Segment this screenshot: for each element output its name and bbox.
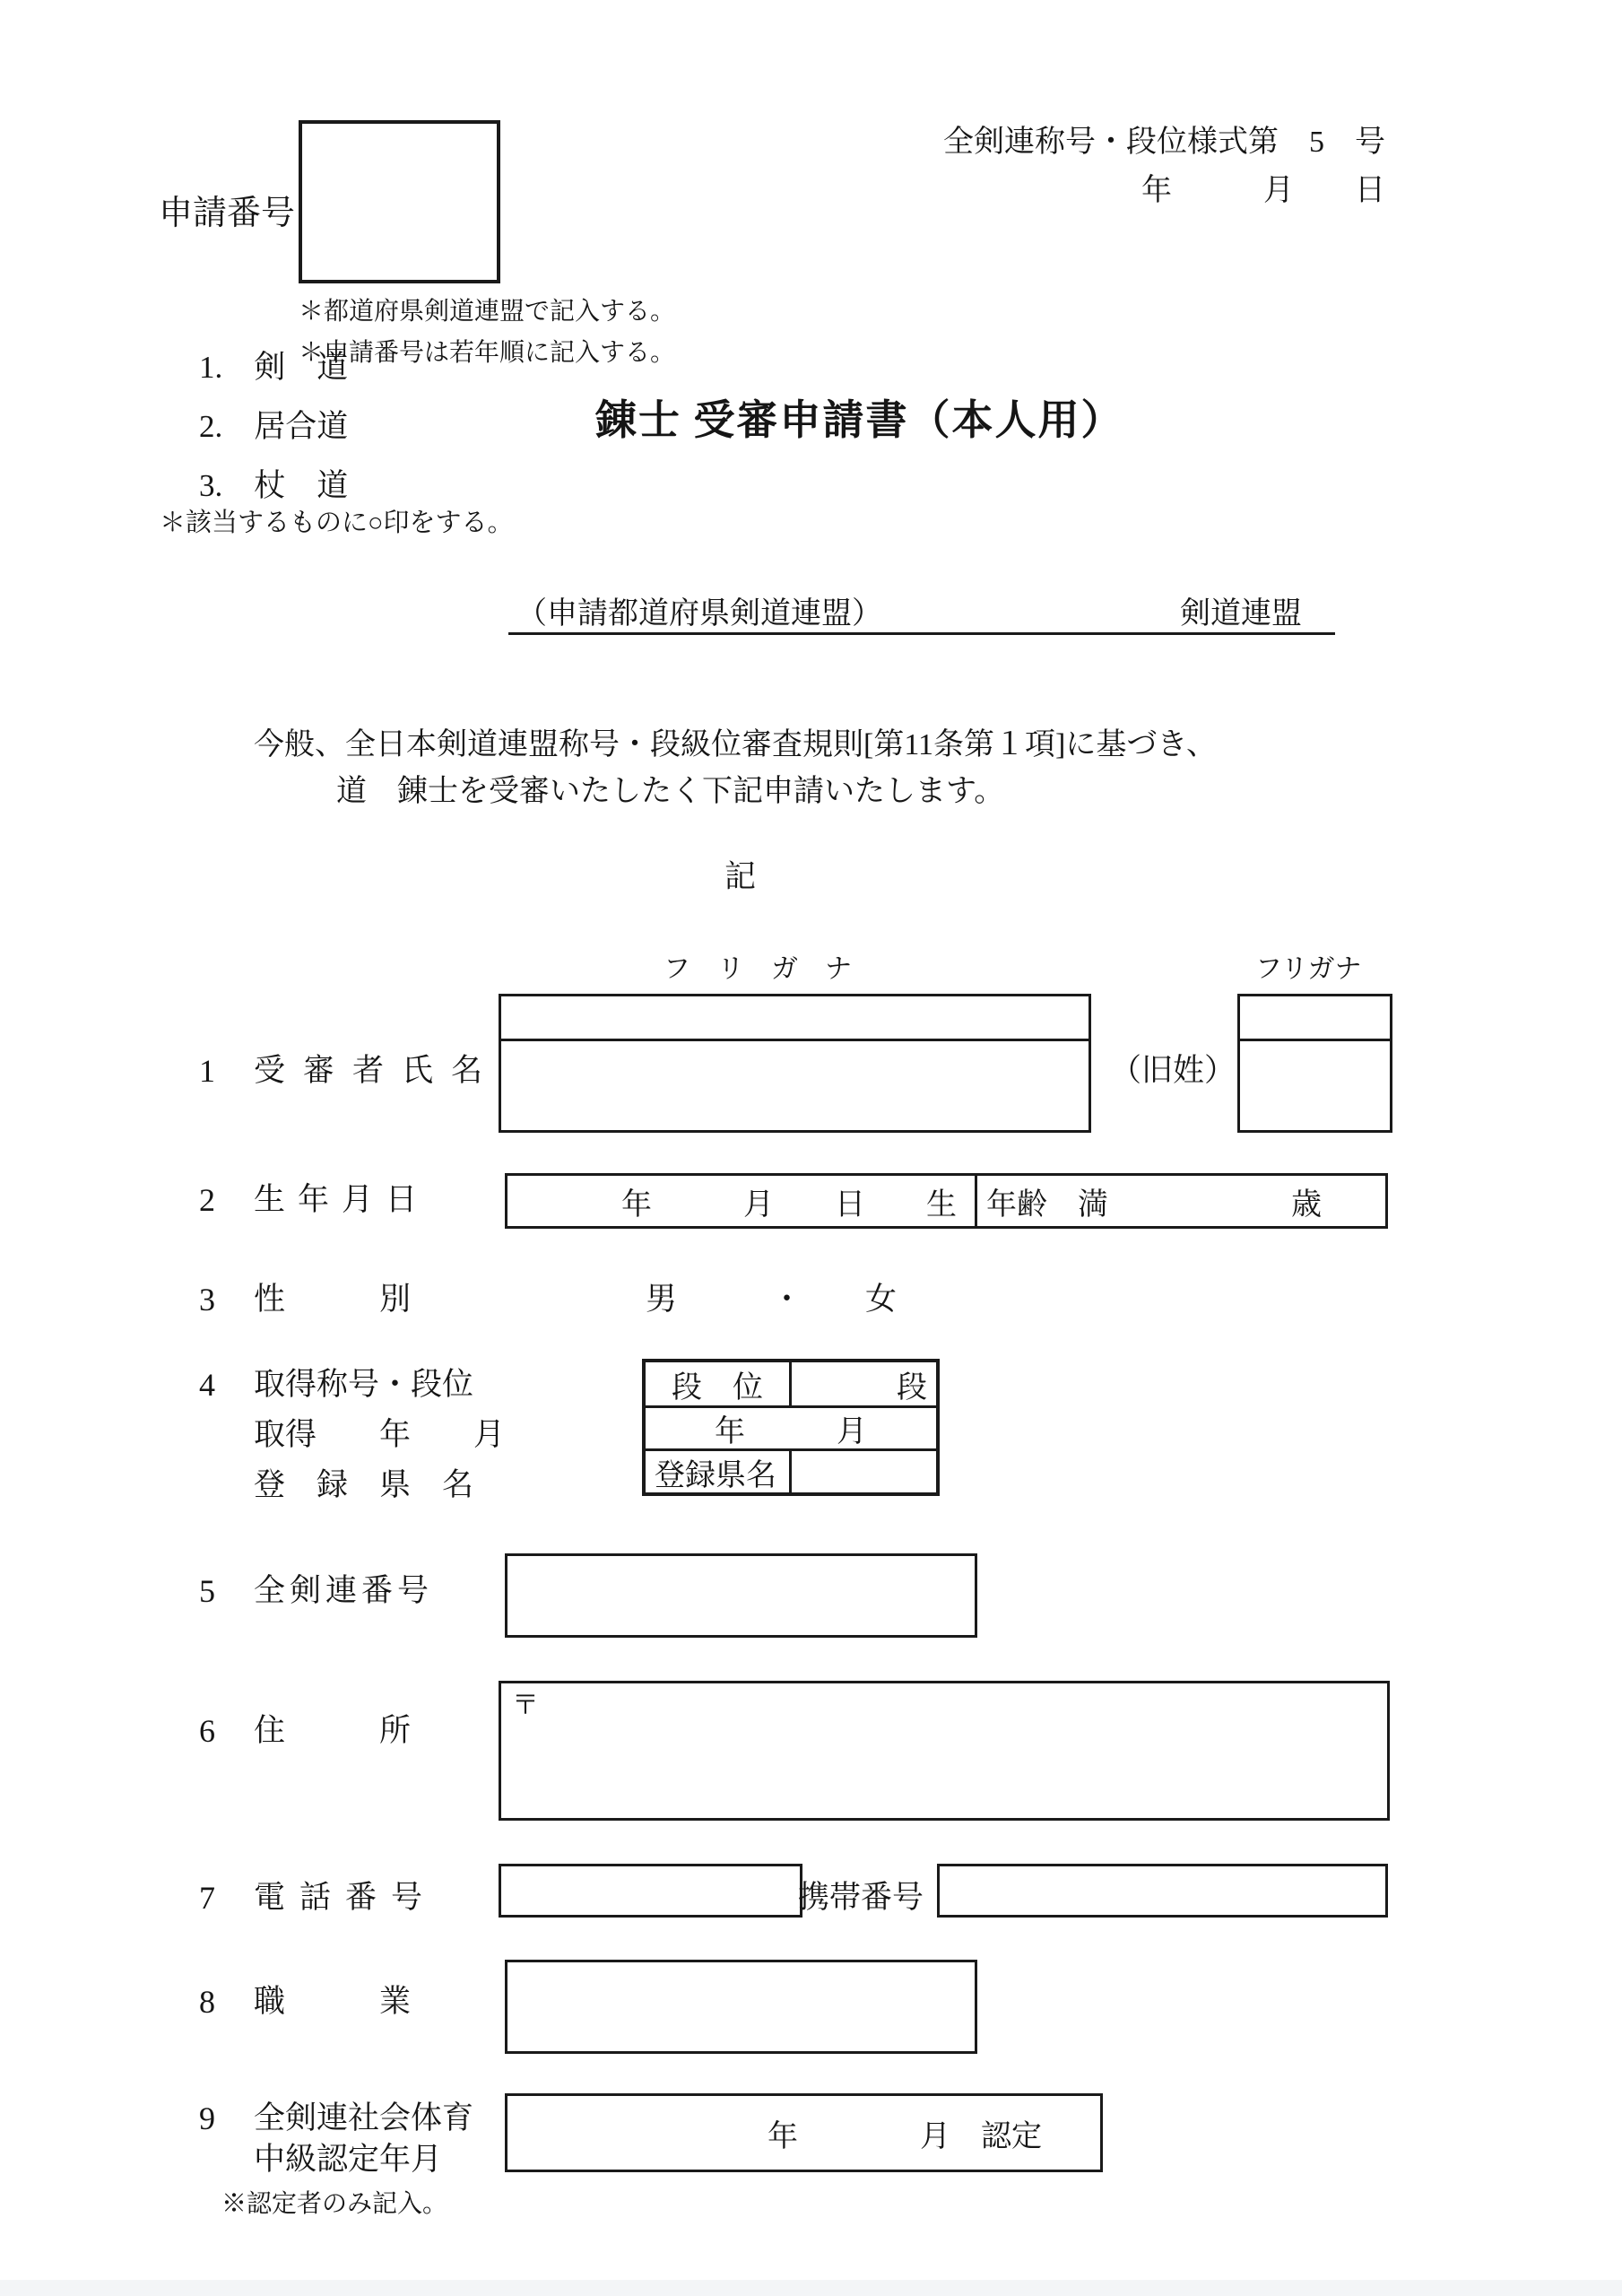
row-label-birthdate: 生年月日 — [254, 1182, 430, 1217]
row-number-3: 3 — [199, 1282, 215, 1318]
federation-fill-line[interactable] — [508, 632, 1335, 635]
row-label-cert-line2: 中級認定年月 — [254, 2142, 443, 2177]
certification-date-box[interactable] — [505, 2093, 1103, 2172]
discipline-note: ＊該当するものに○印をする。 — [160, 509, 514, 537]
row-number-5: 5 — [199, 1573, 215, 1609]
mobile-number-box[interactable] — [937, 1864, 1388, 1918]
rank-table-row-date — [646, 1405, 936, 1448]
bottom-strip — [0, 2280, 1622, 2296]
rank-pref-input-cell[interactable] — [792, 1451, 936, 1492]
application-number-box[interactable] — [299, 120, 500, 283]
old-name-input[interactable] — [1240, 1041, 1390, 1175]
phone-number-box[interactable] — [499, 1864, 802, 1918]
old-name-furigana-input[interactable] — [1240, 996, 1390, 1041]
birthdate-input-cell[interactable]: 年 月 日 生 — [507, 1176, 977, 1226]
row-label-gender: 性 別 — [254, 1282, 412, 1317]
certification-note: ※認定者のみ記入。 — [221, 2190, 448, 2218]
old-name-furigana-label: フリガナ — [1255, 954, 1362, 984]
old-name-label: （旧姓） — [1110, 1053, 1236, 1088]
rank-table-row-pref — [646, 1448, 936, 1492]
rank-dan-input-cell[interactable]: 段 — [897, 1370, 927, 1405]
address-box[interactable] — [499, 1681, 1390, 1821]
row-label-occupation: 職 業 — [254, 1984, 412, 2019]
page-title: 錬士 受審申請書（本人用） — [595, 397, 1124, 443]
row-number-4: 4 — [199, 1367, 215, 1403]
mobile-number-label: 携帯番号 — [798, 1880, 924, 1915]
postal-mark: 〒 — [512, 1691, 539, 1720]
gender-options[interactable]: 男 ・ 女 — [646, 1282, 898, 1317]
rank-dan-label-cell: 段 位 — [646, 1362, 792, 1405]
certification-date-placeholder: 年 月 認定 — [768, 2119, 1042, 2153]
age-input-cell[interactable]: 年齢 満 歳 — [986, 1187, 1322, 1222]
row-label-zenkenren-number: 全剣連番号 — [254, 1573, 434, 1608]
federation-right-label: 剣道連盟 — [1180, 597, 1302, 631]
discipline-option-jodo[interactable]: 3. 杖 道 — [199, 468, 349, 503]
occupation-box[interactable] — [505, 1960, 977, 2054]
name-box — [499, 994, 1091, 1133]
row-number-2: 2 — [199, 1182, 215, 1218]
row-number-6: 6 — [199, 1713, 215, 1749]
zenkenren-number-box[interactable] — [505, 1553, 977, 1638]
application-number-label: 申請番号 — [159, 195, 296, 232]
old-name-box — [1237, 994, 1392, 1133]
row-number-7: 7 — [199, 1880, 215, 1916]
name-input[interactable] — [501, 1041, 1089, 1175]
rank-table — [642, 1359, 940, 1496]
row-number-8: 8 — [199, 1984, 215, 2020]
furigana-label: フ リ ガ ナ — [664, 954, 852, 984]
row-label-address: 住 所 — [254, 1713, 412, 1748]
rank-table-row-dan — [646, 1362, 936, 1405]
row-label-rank-pref: 登 録 県 名 — [254, 1467, 474, 1502]
row-label-name: 受審者氏名 — [254, 1053, 501, 1088]
name-furigana-input[interactable] — [501, 996, 1089, 1041]
discipline-option-kendo[interactable]: 1. 剣 道 — [199, 350, 349, 385]
row-label-phone: 電話番号 — [254, 1880, 438, 1915]
rank-pref-label-cell: 登録県名 — [646, 1451, 792, 1492]
body-line-2: 道 錬士を受審いたしたく下記申請いたします。 — [336, 775, 1005, 808]
section-heading-ki: 記 — [724, 859, 757, 894]
rank-date-input-cell[interactable]: 年 月 — [715, 1415, 867, 1448]
date-line: 年 月 日 — [1141, 174, 1385, 207]
body-line-1: 今般、全日本剣道連盟称号・段級位審査規則[第11条第１項]に基づき、 — [254, 728, 1218, 761]
birthdate-box — [505, 1173, 1388, 1229]
discipline-option-iaido[interactable]: 2. 居合道 — [199, 409, 349, 444]
note-prefecture-fills: ＊都道府県剣道連盟で記入する。 — [299, 298, 676, 326]
federation-left-label: （申請都道府県剣道連盟） — [516, 597, 882, 631]
row-label-cert-line1: 全剣連社会体育 — [254, 2100, 474, 2135]
row-label-rank: 取得称号・段位 — [254, 1367, 474, 1402]
row-label-rank-date: 取得 年 月 — [254, 1417, 506, 1452]
note-number-order: ＊申請番号は若年順に記入する。 — [299, 339, 676, 367]
form-code-line: 全剣連称号・段位様式第 5 号 — [943, 126, 1385, 159]
row-number-9: 9 — [199, 2100, 215, 2136]
row-number-1: 1 — [199, 1053, 215, 1089]
